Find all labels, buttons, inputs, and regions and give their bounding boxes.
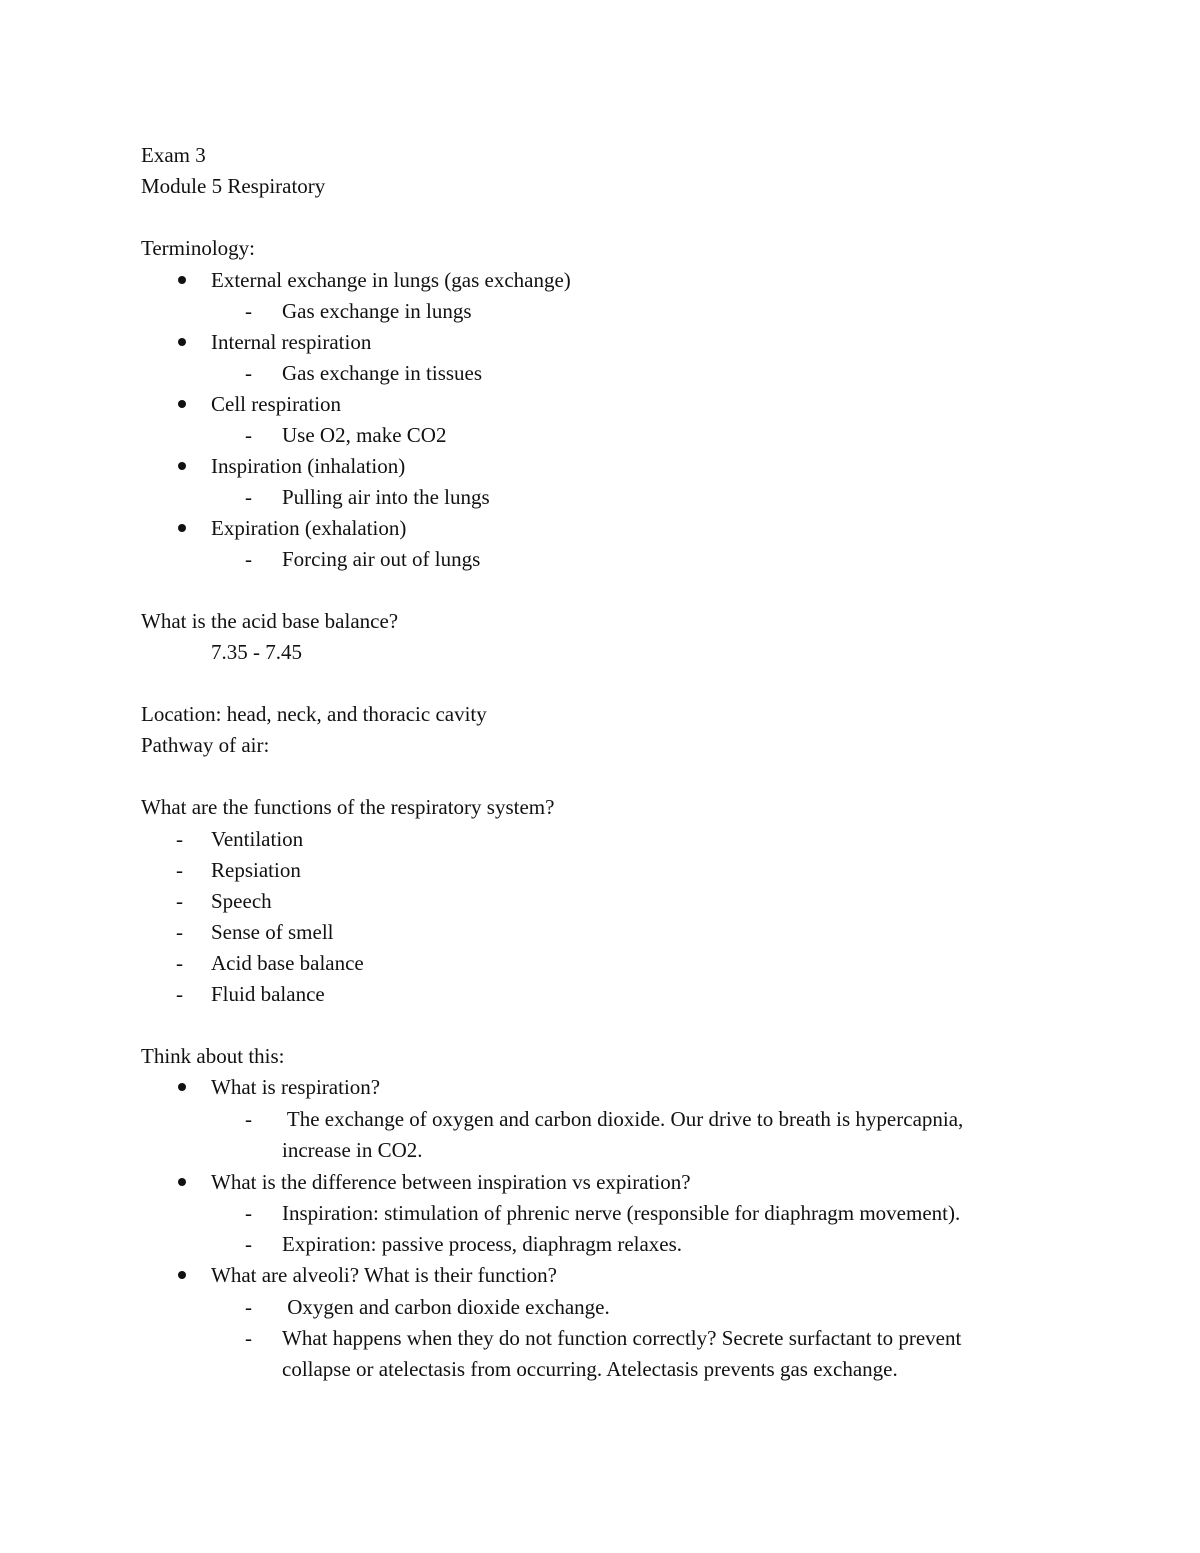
- document-subtitle: Module 5 Respiratory: [141, 174, 326, 198]
- dash-icon: -: [245, 1232, 252, 1256]
- function-item: Sense of smell: [211, 920, 334, 944]
- terminology-heading: Terminology:: [141, 236, 256, 260]
- functions-question: What are the functions of the respiratory system?: [141, 795, 555, 819]
- document-title: Exam 3: [141, 143, 206, 167]
- dash-icon: -: [176, 827, 183, 851]
- dash-icon: -: [176, 889, 183, 913]
- function-item: Acid base balance: [211, 951, 364, 975]
- think-answer: Oxygen and carbon dioxide exchange.: [282, 1295, 610, 1319]
- term-definition: Pulling air into the lungs: [282, 485, 490, 509]
- function-item: Repsiation: [211, 858, 301, 882]
- dash-icon: -: [176, 982, 183, 1006]
- term-item: Expiration (exhalation): [211, 516, 407, 540]
- term-definition: Gas exchange in lungs: [282, 299, 472, 323]
- term-item: Internal respiration: [211, 330, 372, 354]
- think-question: What is respiration?: [211, 1075, 381, 1099]
- think-question: What is the difference between inspiration vs expiration?: [211, 1170, 691, 1194]
- term-definition: Forcing air out of lungs: [282, 547, 481, 571]
- acid-base-question: What is the acid base balance?: [141, 609, 399, 633]
- pathway-text: Pathway of air:: [141, 733, 270, 757]
- dash-icon: -: [176, 858, 183, 882]
- term-definition: Use O2, make CO2: [282, 423, 447, 447]
- dash-icon: -: [245, 1201, 252, 1225]
- dash-icon: -: [176, 920, 183, 944]
- bullet-icon: [178, 1167, 186, 1198]
- think-answer: What happens when they do not function correctly? Secrete surfactant to prevent: [282, 1326, 962, 1350]
- dash-icon: -: [245, 485, 252, 509]
- term-definition: Gas exchange in tissues: [282, 361, 483, 385]
- term-item: Inspiration (inhalation): [211, 454, 406, 478]
- dash-icon: -: [245, 361, 252, 385]
- think-answer-continued: collapse or atelectasis from occurring. Atelectasis prevents gas exchange.: [282, 1357, 898, 1381]
- dash-icon: -: [245, 299, 252, 323]
- dash-icon: -: [245, 1326, 252, 1350]
- think-question: What are alveoli? What is their function?: [211, 1263, 557, 1287]
- term-item: External exchange in lungs (gas exchange): [211, 268, 571, 292]
- acid-base-answer: 7.35 - 7.45: [211, 640, 302, 664]
- dash-icon: -: [245, 1107, 252, 1131]
- think-heading: Think about this:: [141, 1044, 285, 1068]
- term-item: Cell respiration: [211, 392, 342, 416]
- bullet-icon: [178, 513, 186, 544]
- dash-icon: -: [245, 547, 252, 571]
- dash-icon: -: [245, 423, 252, 447]
- dash-icon: -: [176, 951, 183, 975]
- think-answer: Inspiration: stimulation of phrenic nerve (responsible for diaphragm movement).: [282, 1201, 961, 1225]
- think-answer: The exchange of oxygen and carbon dioxide. Our drive to breath is hypercapnia,: [282, 1107, 964, 1131]
- function-item: Speech: [211, 889, 272, 913]
- dash-icon: -: [245, 1295, 252, 1319]
- think-answer: Expiration: passive process, diaphragm relaxes.: [282, 1232, 683, 1256]
- location-text: Location: head, neck, and thoracic cavity: [141, 702, 487, 726]
- function-item: Ventilation: [211, 827, 304, 851]
- bullet-icon: [178, 265, 186, 296]
- bullet-icon: [178, 1260, 186, 1291]
- bullet-icon: [178, 451, 186, 482]
- function-item: Fluid balance: [211, 982, 325, 1006]
- think-answer-continued: increase in CO2.: [282, 1138, 423, 1162]
- bullet-icon: [178, 327, 186, 358]
- bullet-icon: [178, 1072, 186, 1103]
- bullet-icon: [178, 389, 186, 420]
